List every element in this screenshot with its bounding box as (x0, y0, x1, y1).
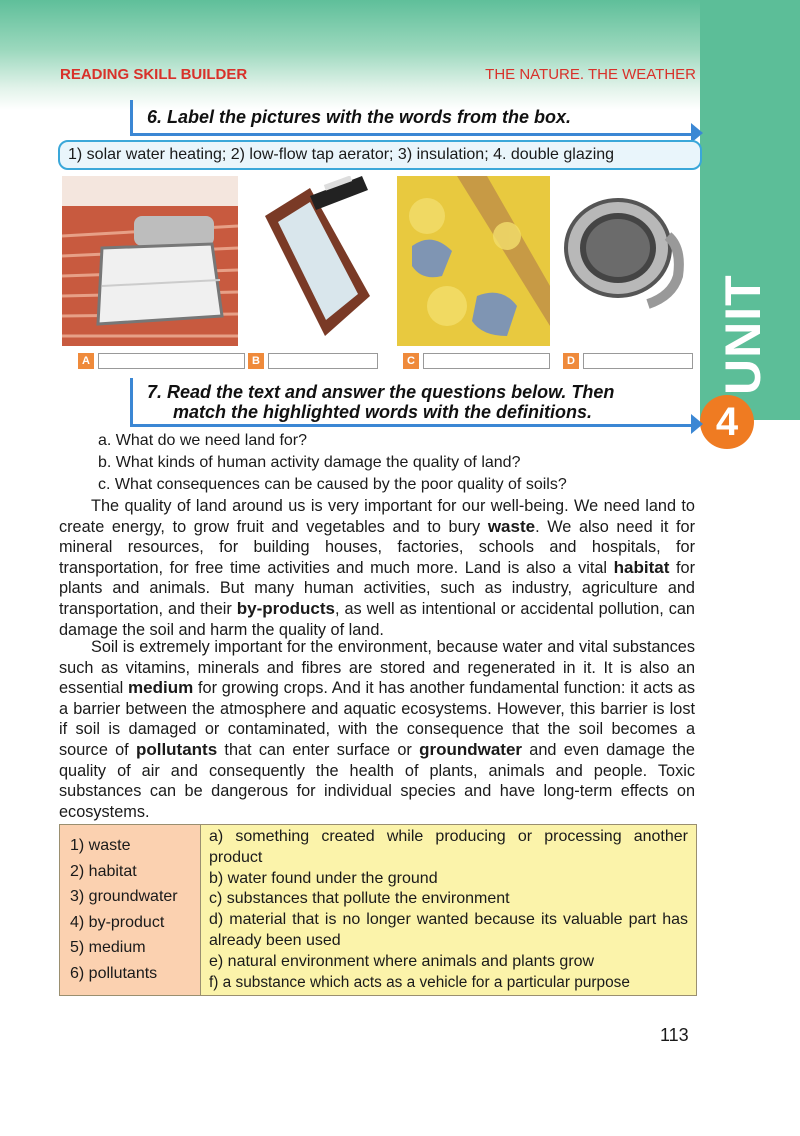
question-c: c. What consequences can be caused by the poor quality of soils? (98, 476, 567, 493)
label-letter: C (403, 353, 419, 369)
unit-number-badge (700, 395, 754, 449)
definitions-column (201, 825, 696, 995)
highlighted-word-medium: medium (128, 678, 194, 698)
label-answer-box-c[interactable] (423, 353, 550, 369)
unit-number: 4 (715, 399, 739, 444)
task7-arrow (691, 414, 703, 434)
label-letter: D (563, 353, 579, 369)
label-answer-box-b[interactable] (268, 353, 378, 369)
highlighted-word-habitat: habitat (613, 557, 670, 577)
task6-instruction: 6. Label the pictures with the words from the box. (147, 107, 572, 127)
match-word: 1) waste (70, 837, 131, 854)
highlighted-word-waste: waste (487, 516, 536, 536)
word-box: 1) solar water heating; 2) low-flow tap aerator; 3) insulation; 4. double glazing (58, 140, 702, 170)
definition: a) something created while producing or processing another product (209, 828, 688, 866)
header-band (0, 0, 800, 110)
tap-aerator-image (560, 176, 692, 346)
section-title-left: READING SKILL BUILDER (60, 66, 248, 83)
matching-table (59, 824, 697, 996)
match-word: 3) groundwater (70, 888, 178, 906)
match-word: 4) by-product (70, 913, 165, 931)
label-letter: A (78, 353, 94, 369)
highlighted-word-groundwater: groundwater (419, 739, 523, 759)
insulation-installation-image (397, 176, 550, 346)
reading-paragraph-1: The quality of land around us is very important for our well-being. We need land to create energy, to grow fruit and vegetables and to bury waste. We also need it for mineral resources, for building houses, factories, schools and hospitals, for transportation, for free time activities and much more. Land is also a vital habitat for plants and animals. But many human activities, such as industry, agriculture and transportation, and their by-products, as well as intentional or accidental pollution, can damage the soil and harm the quality of land. (59, 497, 696, 639)
reading-paragraph-2: Soil is extremely important for the environment, because water and vital substances such as vitamins, minerals and fibres are stored and regenerated in it. It is also an essential medium for growing crops. And it has another fundamental function: it acts as a barrier between the atmosphere and aquatic ecosystems. However, this barrier is lost if soil is damaged or contaminated, with the consequence that the soil becomes a source of pollutants that can enter surface or groundwater and even damage the quality of air and consequently the health of plants, animals and people. Toxic substances can be dangerous for individual species and have long-term effects on ecosystems. (59, 638, 695, 821)
match-word: 5) medium (70, 939, 146, 957)
match-words-column (60, 825, 201, 995)
definition: c) substances that pollute the environment (209, 890, 510, 908)
solar-water-heater-image (62, 176, 238, 346)
unit-word: UNIT (715, 274, 771, 395)
match-word: 2) habitat (70, 862, 137, 880)
highlighted-word-by-products: by-products (236, 598, 335, 618)
label-letter: B (248, 353, 264, 369)
question-b: b. What kinds of human activity damage the quality of land? (98, 454, 521, 471)
question-a: a. What do we need land for? (98, 432, 308, 449)
label-answer-box-a[interactable] (98, 353, 245, 369)
definition: e) natural environment where animals and plants grow (209, 952, 595, 970)
match-word: 6) pollutants (70, 964, 158, 982)
definition: f) a substance which acts as a vehicle for a particular purpose (209, 973, 630, 991)
task7-instruction-line2: match the highlighted words with the definitions. (173, 402, 592, 422)
definition: d) material that is no longer wanted because its valuable part has already been used (209, 911, 688, 949)
page-number: 113 (660, 1025, 689, 1045)
task7-instruction-line1: 7. Read the text and answer the questions below. Then (147, 382, 615, 402)
highlighted-word-pollutants: pollutants (135, 739, 218, 759)
label-answer-box-d[interactable] (583, 353, 693, 369)
double-glazed-window-frame-image (250, 176, 380, 346)
section-title-right: THE NATURE. THE WEATHER (485, 66, 696, 83)
task7-heading (130, 378, 695, 427)
task6-heading (130, 100, 695, 136)
definition: b) water found under the ground (209, 869, 438, 887)
